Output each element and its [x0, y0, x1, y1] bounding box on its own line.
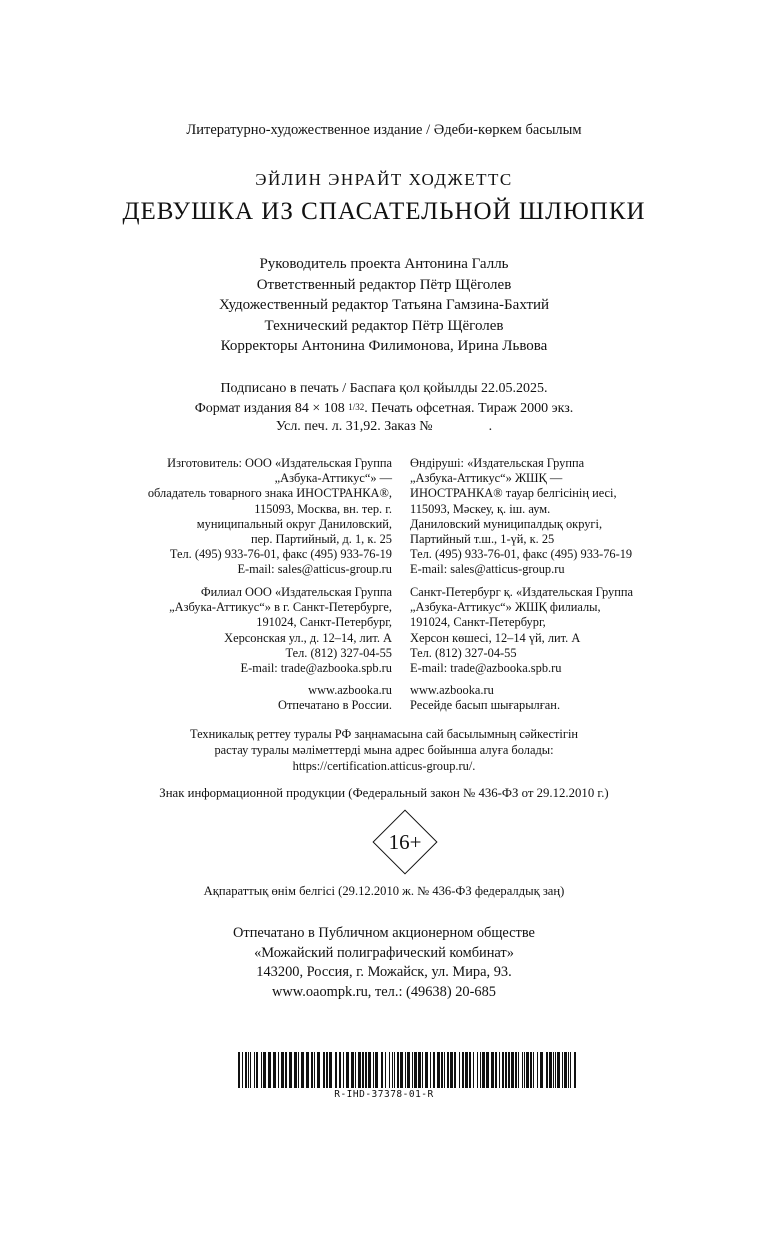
- barcode-bar: [477, 1052, 478, 1088]
- barcode-bar: [574, 1052, 576, 1088]
- barcode-bar: [526, 1052, 529, 1088]
- branch-ru-line: 191024, Санкт-Петербург,: [256, 615, 392, 630]
- manufacturer-ru-line: обладатель товарного знака ИНОСТРАНКА®,: [147, 486, 392, 501]
- barcode-bar: [537, 1052, 538, 1088]
- barcode-bar: [437, 1052, 440, 1088]
- barcode-bar: [365, 1052, 367, 1088]
- barcode-bar: [522, 1052, 523, 1088]
- tech-regulation-line: https://certification.atticus-group.ru/.: [292, 759, 476, 773]
- barcode-bar: [358, 1052, 361, 1088]
- barcode-bar: [261, 1052, 262, 1088]
- manufacturer-kz-line: Өндіруші: «Издательская Группа: [410, 456, 585, 470]
- branch-kz-line: Херсон көшесі, 12–14 үй, лит. А: [410, 630, 581, 645]
- manufacturer-kz-line: Даниловский муниципалдық округі,: [410, 516, 603, 531]
- branch-ru: [90, 585, 392, 676]
- web-kz: [410, 683, 700, 713]
- manufacturer-ru-line: „Азбука-Аттикус“» —: [274, 471, 392, 486]
- barcode-bar: [355, 1052, 356, 1088]
- info-sign-label: Знак информационной продукции (Федеральный закон № 436-ФЗ от 29.12.2010 г.): [159, 786, 609, 800]
- branch-ru-line: Тел. (812) 327-04-55: [285, 645, 392, 660]
- manufacturer-ru: [90, 456, 392, 578]
- barcode-bar: [242, 1052, 243, 1088]
- manufacturer-ru-line: 115093, Москва, вн. тер. г.: [254, 501, 392, 516]
- website-link: www.azbooka.ru: [410, 683, 494, 697]
- branch-kz-line: Тел. (812) 327-04-55: [410, 645, 517, 660]
- format-suffix: . Печать офсетная. Тираж 2000 экз.: [364, 401, 574, 416]
- barcode-bar: [480, 1052, 481, 1088]
- barcode-bar: [430, 1052, 431, 1088]
- barcode-bar: [256, 1052, 258, 1088]
- age-rating-badge: [373, 810, 437, 874]
- barcode-bar: [311, 1052, 313, 1088]
- manufacturer-kz-line: Тел. (495) 933-76-01, факс (495) 933-76-19: [410, 547, 633, 562]
- genre-line: Литературно-художественное издание / Әдеби-көркем басылым: [186, 122, 582, 138]
- printed-in-note: Отпечатано в России.: [278, 698, 392, 713]
- barcode-bar: [323, 1052, 325, 1088]
- barcode-bar: [375, 1052, 378, 1088]
- branch-kz-line: 191024, Санкт-Петербург,: [410, 615, 546, 630]
- barcode-bar: [546, 1052, 548, 1088]
- printed-in-note: Ресейде басып шығарылған.: [410, 698, 561, 713]
- barcode-bar: [329, 1052, 332, 1088]
- barcode-bar: [263, 1052, 266, 1088]
- branch-ru-line: „Азбука-Аттикус“» в г. Санкт-Петербурге,: [169, 600, 392, 615]
- barcode-bar: [495, 1052, 497, 1088]
- website-link: www.azbooka.ru: [308, 683, 392, 697]
- barcode-text: R-IHD-37378-01-R: [334, 1089, 434, 1100]
- branch-kz: [410, 585, 700, 676]
- staff-line: Руководитель проекта Антонина Галль: [259, 256, 509, 272]
- manufacturer-kz-line: Партийный т.ш., 1-үй, к. 25: [410, 532, 555, 547]
- barcode-bar: [499, 1052, 500, 1088]
- barcode-bar: [248, 1052, 249, 1088]
- barcode-bar: [441, 1052, 443, 1088]
- barcode-bar: [444, 1052, 445, 1088]
- manufacturer-ru-line: муниципальный округ Даниловский,: [196, 516, 392, 531]
- barcode-bar: [306, 1052, 309, 1088]
- barcode-bar: [414, 1052, 417, 1088]
- barcode-bar: [433, 1052, 435, 1088]
- barcode-bar: [564, 1052, 567, 1088]
- branch-ru-line: E-mail: trade@azbooka.spb.ru: [240, 661, 392, 676]
- barcode-bar: [418, 1052, 421, 1088]
- branch-kz-line: E-mail: trade@azbooka.spb.ru: [410, 661, 562, 676]
- branch-kz-line: „Азбука-Аттикус“» ЖШҚ филиалы,: [410, 600, 601, 615]
- manufacturer-kz-line: ИНОСТРАНКА® тауар белгісінің иесі,: [410, 486, 617, 501]
- barcode-bar: [281, 1052, 284, 1088]
- barcode-bar: [462, 1052, 464, 1088]
- book-title: ДЕВУШКА ИЗ СПАСАТЕЛЬНОЙ ШЛЮПКИ: [122, 198, 646, 225]
- barcode-bar: [335, 1052, 337, 1088]
- barcode-bar: [268, 1052, 271, 1088]
- barcode-bar: [405, 1052, 406, 1088]
- barcode-bar: [469, 1052, 471, 1088]
- manufacturer-kz-line: E-mail: sales@atticus-group.ru: [410, 562, 565, 577]
- barcode-bar: [540, 1052, 543, 1088]
- barcode-bar: [238, 1052, 240, 1088]
- manufacturer-ru-line: пер. Партийный, д. 1, к. 25: [251, 532, 392, 547]
- barcode-bar: [278, 1052, 279, 1088]
- barcode-bar: [511, 1052, 514, 1088]
- manufacturer-kz: [410, 456, 700, 578]
- barcode-bar: [339, 1052, 341, 1088]
- barcode-bar: [389, 1052, 390, 1088]
- staff-line: Художественный редактор Татьяна Гамзина-Бахтий: [218, 297, 550, 313]
- barcode-bar: [450, 1052, 453, 1088]
- barcode-bar: [465, 1052, 468, 1088]
- barcode-bar: [298, 1052, 299, 1088]
- signed-line: Подписано в печать / Баспаға қол қойылды 22.05.2025.: [220, 381, 548, 396]
- manufacturer-ru-line: E-mail: sales@atticus-group.ru: [237, 562, 392, 577]
- barcode-bar: [326, 1052, 328, 1088]
- printer-line: www.oaompk.ru, тел.: (49638) 20-685: [272, 983, 496, 1000]
- manufacturer-ru-line: Тел. (495) 933-76-01, факс (495) 933-76-19: [169, 547, 392, 562]
- barcode-bar: [557, 1052, 560, 1088]
- printer-info: [0, 924, 768, 1002]
- staff-list: [0, 254, 768, 357]
- barcode-bar: [346, 1052, 349, 1088]
- barcode-bar: [473, 1052, 474, 1088]
- manufacturer-kz-line: 115093, Мәскеу, қ. іш. аум.: [410, 501, 551, 516]
- barcode-bar: [422, 1052, 423, 1088]
- staff-line: Ответственный редактор Пётр Щёголев: [256, 276, 512, 293]
- barcode-bar: [508, 1052, 510, 1088]
- barcode-bar: [285, 1052, 287, 1088]
- barcode-bar: [562, 1052, 563, 1088]
- barcode-bar: [250, 1052, 251, 1088]
- barcode-bar: [394, 1052, 395, 1088]
- format-line: [0, 398, 768, 418]
- barcode-bar: [502, 1052, 504, 1088]
- barcode-bar: [351, 1052, 354, 1088]
- tech-regulation: [0, 726, 768, 774]
- barcode-bar: [343, 1052, 344, 1088]
- barcode-bar: [553, 1052, 554, 1088]
- barcode-bar: [568, 1052, 569, 1088]
- printer-line: «Можайский полиграфический комбинат»: [254, 944, 514, 961]
- barcode-bar: [505, 1052, 507, 1088]
- manufacturer-ru-line: Изготовитель: ООО «Издательская Группа: [167, 456, 392, 470]
- age-rating-text: 16+: [388, 830, 422, 854]
- barcode-bar: [407, 1052, 410, 1088]
- barcode-bar: [294, 1052, 297, 1088]
- barcode-bar: [362, 1052, 364, 1088]
- author-name: ЭЙЛИН ЭНРАЙТ ХОДЖЕТТС: [255, 170, 513, 189]
- barcode-bar: [530, 1052, 532, 1088]
- barcode-bar: [273, 1052, 276, 1088]
- barcode: [238, 1052, 578, 1088]
- branch-ru-line: Херсонская ул., д. 12–14, лит. А: [224, 630, 392, 645]
- barcode-bar: [385, 1052, 386, 1088]
- barcode-bar: [425, 1052, 428, 1088]
- order-line: Усл. печ. л. 31,92. Заказ № .: [275, 419, 493, 434]
- barcode-bar: [301, 1052, 304, 1088]
- barcode-bar: [459, 1052, 460, 1088]
- barcode-bar: [254, 1052, 255, 1088]
- barcode-bar: [486, 1052, 489, 1088]
- manufacturer-kz-line: „Азбука-Аттикус“» ЖШҚ —: [410, 471, 563, 486]
- barcode-bar: [482, 1052, 485, 1088]
- branch-kz-line: Санкт-Петербург қ. «Издательская Группа: [410, 585, 634, 599]
- printer-line: Отпечатано в Публичном акционерном обществе: [233, 925, 535, 941]
- barcode-bar: [454, 1052, 456, 1088]
- barcode-bar: [555, 1052, 556, 1088]
- branch-ru-line: Филиал ООО «Издательская Группа: [200, 585, 392, 599]
- tech-regulation-line: Техникалық реттеу туралы РФ заңнамасына сай басылымның сәйкестігін: [189, 727, 579, 741]
- barcode-bar: [400, 1052, 403, 1088]
- barcode-bar: [533, 1052, 534, 1088]
- barcode-bar: [491, 1052, 494, 1088]
- barcode-bar: [524, 1052, 525, 1088]
- barcode-bar: [245, 1052, 247, 1088]
- format-fraction: 1/32: [348, 402, 365, 412]
- barcode-bar: [289, 1052, 292, 1088]
- barcode-bar: [447, 1052, 449, 1088]
- info-sign-kz: Ақпараттық өнім белгісі (29.12.2010 ж. № 436-ФЗ федералдық заң): [203, 884, 565, 898]
- web-ru: [90, 683, 392, 713]
- print-info: [0, 380, 768, 436]
- printer-line: 143200, Россия, г. Можайск, ул. Мира, 93.: [256, 964, 512, 980]
- barcode-bar: [515, 1052, 517, 1088]
- staff-line: Корректоры Антонина Филимонова, Ирина Львова: [220, 338, 548, 354]
- barcode-bar: [397, 1052, 399, 1088]
- barcode-bar: [314, 1052, 315, 1088]
- barcode-bar: [373, 1052, 374, 1088]
- barcode-bar: [412, 1052, 413, 1088]
- barcode-bar: [518, 1052, 519, 1088]
- barcode-bar: [570, 1052, 571, 1088]
- tech-regulation-line: растау туралы мәліметтерді мына адрес бойынша алуға болады:: [214, 743, 554, 757]
- barcode-bar: [392, 1052, 393, 1088]
- barcode-bar: [368, 1052, 371, 1088]
- staff-line: Технический редактор Пётр Щёголев: [264, 317, 504, 334]
- barcode-bar: [549, 1052, 552, 1088]
- format-prefix: Формат издания 84 × 108: [194, 401, 345, 416]
- barcode-bar: [381, 1052, 383, 1088]
- barcode-bar: [317, 1052, 320, 1088]
